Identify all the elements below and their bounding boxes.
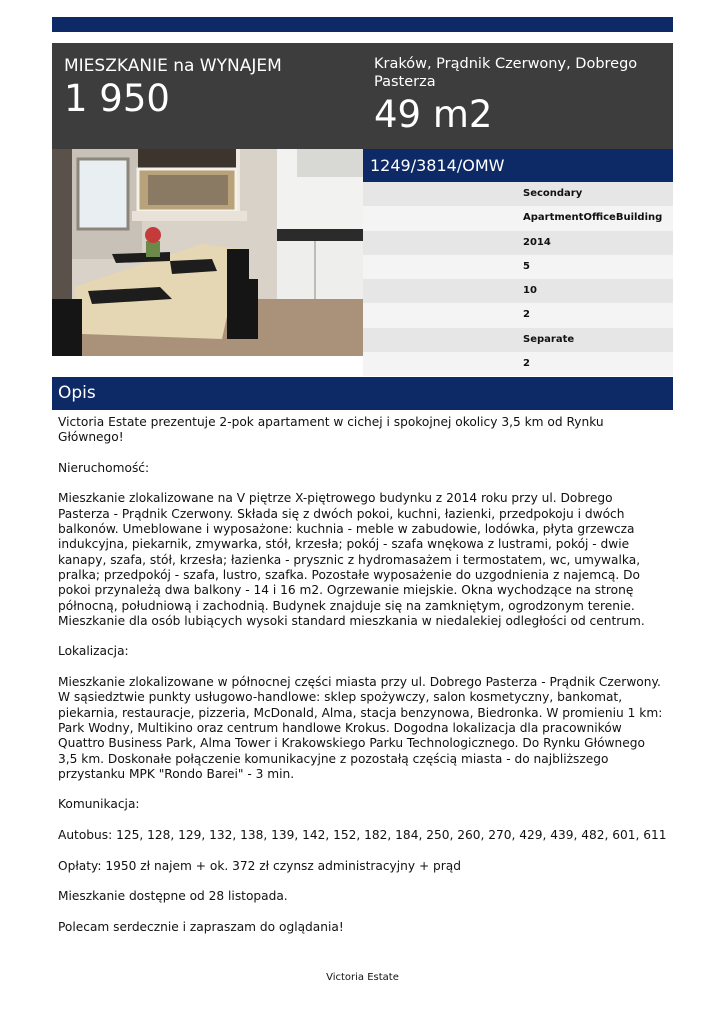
listing-area: 49 m2 xyxy=(374,93,493,136)
description-paragraph: Autobus: 125, 128, 129, 132, 138, 139, 142, 152, 182, 184, 250, 260, 270, 429, 439, 482, 601, 611 xyxy=(58,828,667,843)
param-row: 2 xyxy=(363,303,673,327)
listing-price: 1 950 xyxy=(64,77,170,120)
listing-header xyxy=(52,43,673,149)
param-row: 5 xyxy=(363,255,673,279)
param-row: 10 xyxy=(363,279,673,303)
param-row: Separate xyxy=(363,328,673,352)
param-row: 2 xyxy=(363,352,673,376)
description-paragraph: Komunikacja: xyxy=(58,797,140,812)
param-row: Secondary xyxy=(363,182,673,206)
top-accent-bar xyxy=(52,17,673,32)
header-left xyxy=(64,55,364,119)
description-paragraph: Opłaty: 1950 zł najem + ok. 372 zł czynsz administracyjny + prąd xyxy=(58,858,461,873)
parameters-table xyxy=(363,182,673,376)
description-paragraph: Nieruchomość: xyxy=(58,460,150,475)
header-right xyxy=(374,55,664,135)
param-row: ApartmentOfficeBuilding xyxy=(363,206,673,230)
description-paragraph: Mieszkanie dostępne od 28 listopada. xyxy=(58,889,288,904)
description-paragraph: Lokalizacja: xyxy=(58,644,129,659)
description-paragraph: Mieszkanie zlokalizowane na V piętrze X-piętrowego budynku z 2014 roku przy ul. Dobrego Pasterza - Prądnik Czerwony. Składa się z dwóch pokoi, kuchni, łazienki, przedpokoju i dwóch balkonów. Umeblowane i wyposażone: kuchnia - meble w zabudowie, lodówka, płyta grzewcza indukcyjna, piekarnik, zmywarka, stół, krzesła; pokój - szafa wnękowa z lustrami, pokój - dwie kanapy, szafa, stół, krzesła; łazienka - prysznic z hydromasażem i termostatem, wc, umywalka, pralka; przedpokój - szafa, lustro, szafka. Pozostałe wyposażenie do uzgodnienia z najemcą. Do pokoi przynależą dwa balkony - 14 i 16 m2. Ogrzewanie miejskie. Okna wychodzące na stronę północną, południową i zachodnią. Budynek znajduje się na zamkniętym, ogrodzonym terenie. Mieszkanie dla osób lubiących wysoki standard mieszkania w niedalekiej odległości od centrum. xyxy=(58,491,645,628)
listing-location: Kraków, Prądnik Czerwony, Dobrego Pasterza xyxy=(374,56,638,90)
section-title-opis: Opis xyxy=(52,377,673,410)
footer-company: Victoria Estate xyxy=(326,972,399,983)
reference-number: 1249/3814/OMW xyxy=(363,149,673,182)
description-paragraph: Victoria Estate prezentuje 2-pok apartament w cichej i spokojnej okolicy 3,5 km od Rynku Głównego! xyxy=(58,415,604,445)
kitchen-photo-illustration xyxy=(52,149,363,356)
property-photo xyxy=(52,149,363,356)
description-paragraph: Mieszkanie zlokalizowane w północnej części miasta przy ul. Dobrego Pasterza - Prądnik Czerwony. W sąsiedztwie punkty usługowo-handlowe: sklep spożywczy, salon kosmetyczny, bankomat, piekarnia, restauracje, pizzeria, McDonald, Alma, stacja benzynowa, Biedronka. W promieniu 1 km: Park Wodny, Multikino oraz centrum handlowe Krokus. Dogodna lokalizacja dla pracowników Quattro Business Park, Alma Tower i Krakowskiego Parku Technologicznego. Do Rynku Głównego 3,5 km. Doskonałe połączenie komunikacyjne z pozostałą częścią miasta - do najbliższego przystanku MPK "Rondo Barei" - 3 min. xyxy=(58,675,663,781)
description xyxy=(58,415,668,950)
param-row: 2014 xyxy=(363,231,673,255)
listing-type: MIESZKANIE na WYNAJEM xyxy=(64,56,282,76)
description-paragraph: Polecam serdecznie i zapraszam do oglądania! xyxy=(58,919,344,934)
